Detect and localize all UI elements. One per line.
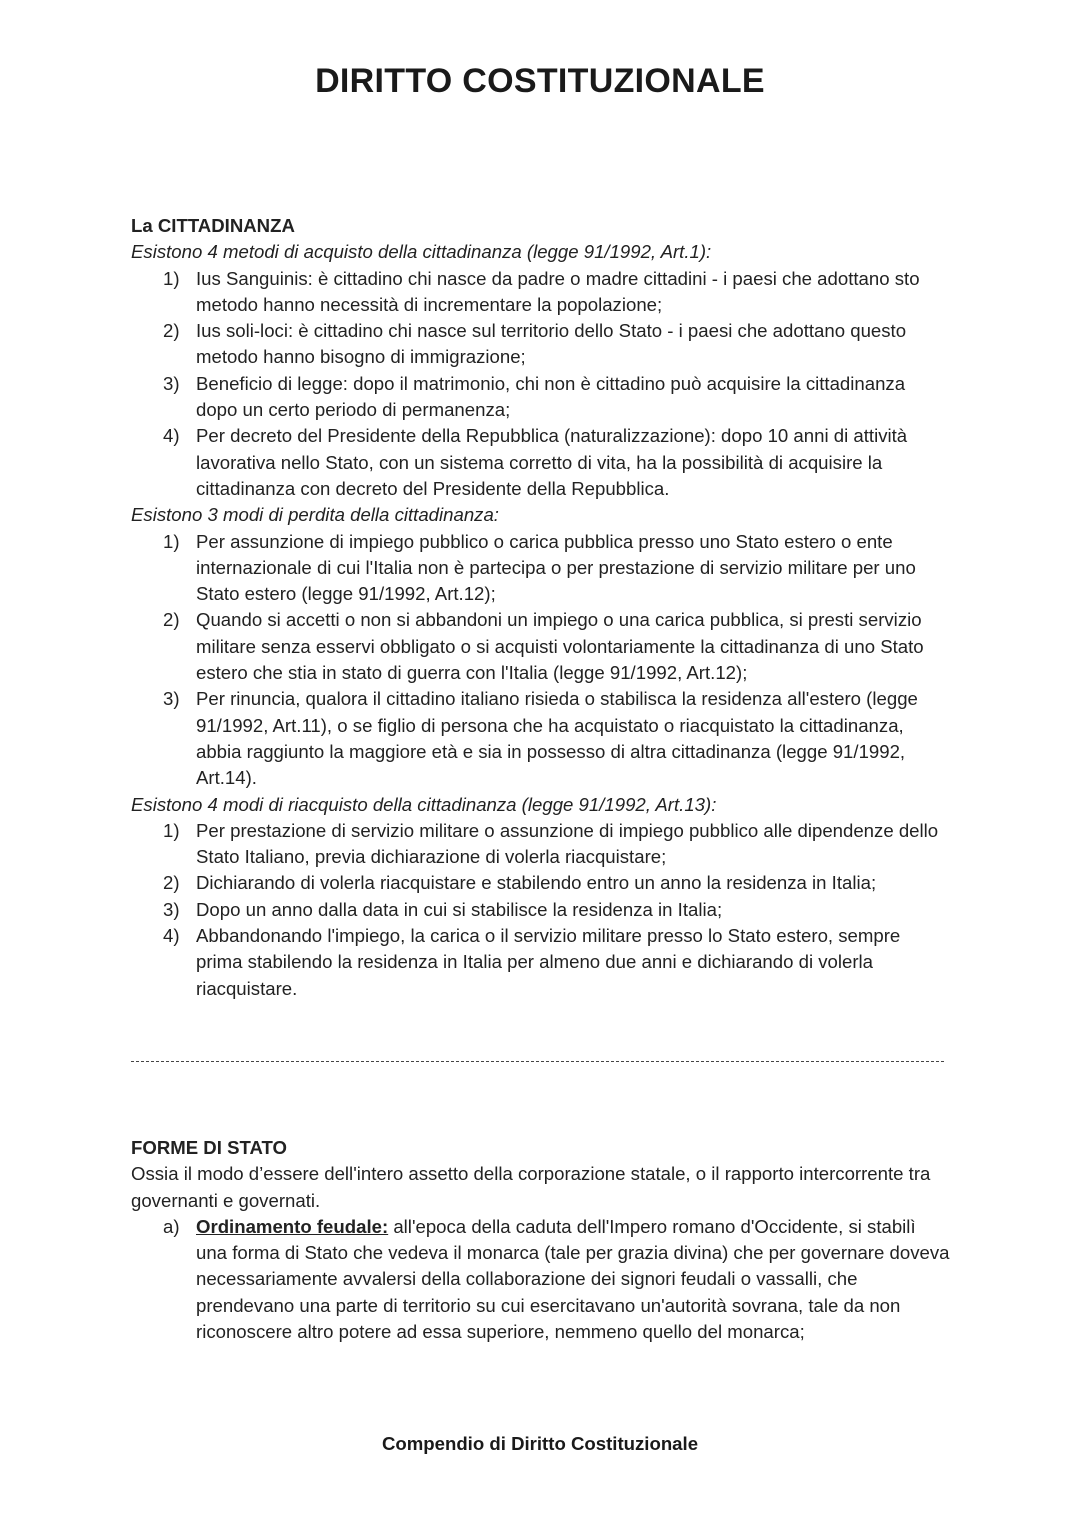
riacquisto-intro: Esistono 4 modi di riacquisto della cittadinanza (legge 91/1992, Art.13): [131,793,717,815]
item-number: 3) [163,372,180,394]
item-number: 4) [163,425,180,447]
item-number: 2) [163,320,180,342]
item-text: Abbandonando l'impiego, la carica o il servizio militare presso lo Stato estero, sempre prima stabilendo la residenza in Italia per almeno due anni e dichiarando di volerla riacquistare. [196,925,901,999]
item-description: all'epoca della caduta dell'Impero romano d'Occidente, si stabilì una forma di Stato che vedeva il monarca (tale per grazia divina) che per governare doveva necessariamente avvalersi della collaborazione dei signori feudali o vassalli, che prendevano una parte di territorio su cui esercitavano un'autorità sovrana, tale da non riconoscere altro potere ad essa superiore, nemmeno quello del monarca; [196,1215,950,1343]
item-number: a) [163,1215,180,1237]
list-item [131,266,951,319]
section-intro: Ossia il modo d’essere dell'intero assetto della corporazione statale, o il rapporto intercorrente tra governanti e governati. [131,1163,931,1211]
item-number: 2) [163,872,180,894]
list-item [131,318,951,371]
item-text: Per decreto del Presidente della Repubblica (naturalizzazione): dopo 10 anni di attività lavorativa nello Stato, con un sistema corretto di vita, ha la possibilità di acquisire la cittadinanza con decreto del Presidente della Repubblica. [196,425,908,499]
item-number: 1) [163,530,180,552]
forme-list [131,1214,951,1345]
list-item [131,897,951,923]
item-text: Dichiarando di volerla riacquistare e stabilendo entro un anno la residenza in Italia; [196,872,877,894]
item-text: Per assunzione di impiego pubblico o carica pubblica presso uno Stato estero o ente internazionale di cui l'Italia non è partecipa o per prestazione di servizio militare per uno Stato estero (legge 91/1992, Art.12); [196,530,916,605]
item-number: 2) [163,609,180,631]
item-number: 4) [163,925,180,947]
item-term: Ordinamento feudale: [196,1215,389,1237]
list-item [131,529,951,608]
item-text: Quando si accetti o non si abbandoni un impiego o una carica pubblica, si presti servizio militare senza esservi obbligato o si acquisti volontariamente la cittadinanza di uno Stato estero che stia in stato di guerra con l'Italia (legge 91/1992, Art.12); [196,609,924,684]
acquisto-intro: Esistono 4 metodi di acquisto della cittadinanza (legge 91/1992, Art.1): [131,241,712,263]
item-text: Beneficio di legge: dopo il matrimonio, chi non è cittadino può acquisire la cittadinanza dopo un certo periodo di permanenza; [196,372,906,421]
list-item [131,818,951,871]
list-item [131,607,951,686]
item-text: Per prestazione di servizio militare o assunzione di impiego pubblico alle dipendenze dello Stato Italiano, previa dichiarazione di volerla riacquistare; [196,819,939,868]
perdita-intro: Esistono 3 modi di perdita della cittadinanza: [131,504,499,526]
section-cittadinanza [131,213,951,1002]
item-number: 1) [163,819,180,841]
list-item [131,870,951,896]
list-item [131,923,951,1002]
dashed-divider [131,1061,944,1062]
list-item [131,1214,951,1345]
item-number: 1) [163,267,180,289]
list-item [131,371,951,424]
page-footer: Compendio di Diritto Costituzionale [381,1433,699,1454]
item-text: Ius soli-loci: è cittadino chi nasce sul territorio dello Stato - i paesi che adottano questo metodo hanno bisogno di immigrazione; [196,320,907,368]
item-text: Dopo un anno dalla data in cui si stabilisce la residenza in Italia; [196,898,723,920]
list-item [131,686,951,791]
item-text: Per rinuncia, qualora il cittadino italiano risieda o stabilisca la residenza all'estero (legge 91/1992, Art.11), o se figlio di persona che ha acquistato o riacquistato la cittadinanza, abbia raggiunto la maggiore età e sia in possesso di altra cittadinanza (legge 91/1992, Art.14). [196,688,918,789]
riacquisto-list [131,818,951,1002]
page-title: DIRITTO COSTITUZIONALE [315,62,765,100]
list-item [131,423,951,502]
item-number: 3) [163,688,180,710]
perdita-list [131,529,951,792]
section-forme-di-stato [131,1135,951,1345]
section-heading: FORME DI STATO [131,1137,287,1158]
item-text [196,1214,951,1345]
section-heading: La CITTADINANZA [131,215,295,236]
item-text: Ius Sanguinis: è cittadino chi nasce da padre o madre cittadini - i paesi che adottano sto metodo hanno necessità di incrementare la popolazione; [196,267,920,315]
item-number: 3) [163,898,180,920]
acquisto-list [131,266,951,503]
